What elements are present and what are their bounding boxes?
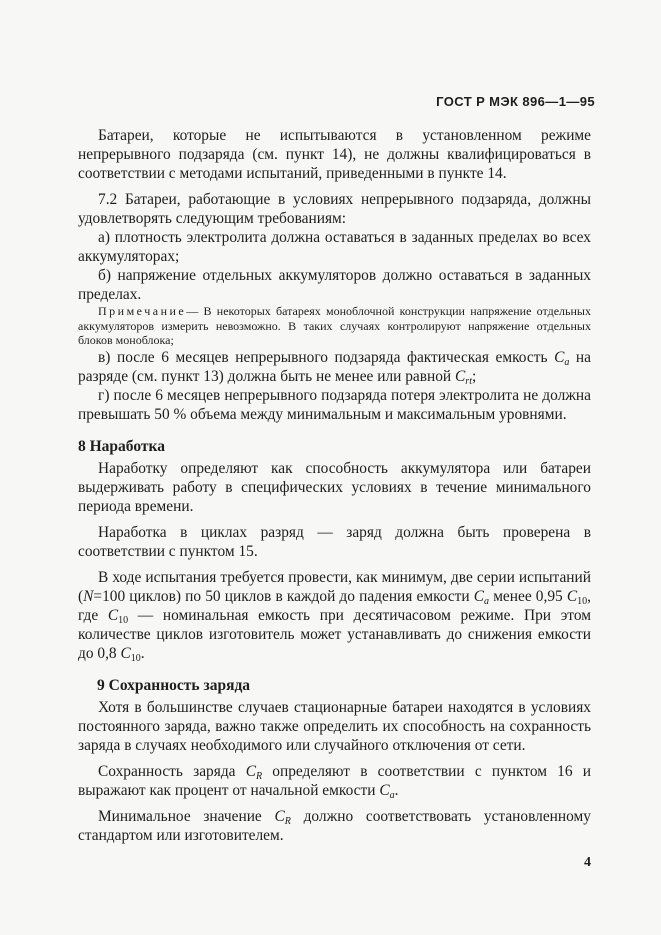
document-body [78, 126, 591, 845]
nominal-capacity-symbol: C [566, 587, 578, 605]
capacity-symbol-subscript: a [389, 789, 395, 801]
note-label: Примечание [98, 304, 187, 318]
nominal-capacity-subscript: 10 [118, 614, 129, 626]
s8p3-text-c: менее 0,95 [493, 587, 563, 605]
capacity-symbol: C [379, 781, 390, 799]
s9p2-text-a: Сохранность заряда [98, 762, 236, 780]
s8p3-text-d: , где [78, 587, 591, 624]
s9p3-text-b: должно соответствовать установленному стандартом или изготовителем. [78, 807, 591, 844]
paragraph-batteries-not-tested: Батареи, которые не испытываются в установленном режиме непрерывного подзаряда (см. пункт 14), не должны квалифицироваться в соответствии с методами испытаний, приведенными в пункте 14. [78, 127, 591, 182]
capacity-rt-subscript: rt [465, 375, 472, 387]
charge-retention-subscript: R [284, 815, 291, 827]
paragraph-7-2: 7.2 Батареи, работающие в условиях непрерывного подзаряда, должны удовлетворять следующим требованиям: [78, 191, 591, 227]
charge-retention-symbol: C [274, 807, 285, 825]
capacity-symbol: C [554, 348, 565, 366]
charge-retention-symbol: C [245, 762, 256, 780]
capacity-symbol-subscript: a [484, 595, 490, 607]
charge-retention-subscript: R [255, 770, 263, 782]
nominal-capacity-symbol: C [120, 644, 131, 662]
section-9-paragraph-3 [78, 807, 591, 845]
s9p2-text-c: . [394, 781, 399, 799]
capacity-symbol: C [473, 587, 485, 605]
note-text: — В некоторых батареях моноблочной конструкции напряжение отдельных аккумуляторов измерить невозможно. В таких случаях контролируют напряжение отдельных блоков моноблока; [78, 304, 591, 347]
list-item-g: г) после 6 месяцев непрерывного подзаряда потеря электролита не должна превышать 50 % объема между минимальным и максимальным уровнями. [78, 386, 591, 423]
document-header: ГОСТ Р МЭК 896—1—95 [436, 94, 595, 109]
list-item-v-text-1: в) после 6 месяцев непрерывного подзаряда фактическая емкость [98, 348, 548, 366]
list-item-a: а) плотность электролита должна оставаться в заданных пределах во всех аккумуляторах; [78, 229, 591, 265]
capacity-rt-symbol: C [455, 367, 466, 385]
list-item-b: б) напряжение отдельных аккумуляторов должно оставаться в заданных пределах. [78, 267, 591, 303]
s8p3-text-f: . [140, 644, 145, 662]
page-number: 4 [584, 855, 591, 870]
note [78, 304, 591, 348]
s9p3-text-a: Минимальное значение [98, 807, 262, 825]
s9p2-text-b: определяют в соответствии с пунктом 16 и выражают как процент от начальной емкости [78, 762, 592, 799]
section-9-paragraph-2 [78, 762, 591, 800]
s8p3-text-b: =100 циклов) по 50 циклов в каждой до падения емкости [93, 587, 470, 605]
list-item-v [78, 348, 591, 386]
nominal-capacity-subscript: 10 [577, 595, 588, 607]
cycles-symbol: N [83, 587, 94, 605]
section-8-paragraph-2: Наработка в циклах разряд — заряд должна быть проверена в соответствии с пунктом 15. [78, 523, 591, 560]
section-8-paragraph-1: Наработку определяют как способность аккумулятора или батареи выдерживать работу в специфических условиях в течение минимального периода времени. [78, 459, 591, 515]
s8p3-text-a: В ходе испытания требуется провести, как минимум, две серии испытаний ( [78, 568, 591, 605]
nominal-capacity-subscript: 10 [130, 652, 141, 664]
section-8-paragraph-3 [78, 568, 591, 663]
s8p3-text-e: — номинальная емкость при десятичасовом режиме. При этом количестве циклов изготовитель может устанавливать до снижения емкости до 0,8 [78, 606, 591, 662]
nominal-capacity-symbol: C [107, 606, 119, 624]
section-8-heading: 8 Наработка [78, 437, 165, 455]
list-item-v-text-2: на разряде (см. пункт 13) должна быть не менее или равной [78, 348, 591, 385]
section-9-paragraph-1: Хотя в большинстве случаев стационарные батареи находятся в условиях постоянного заряда, важно также определить их способность на сохранность заряда в случаях необходимого или случайного отключения от сети. [78, 698, 591, 754]
section-9-heading: 9 Сохранность заряда [97, 676, 251, 694]
capacity-symbol-subscript: a [564, 356, 570, 368]
list-item-v-end: ; [471, 367, 477, 385]
